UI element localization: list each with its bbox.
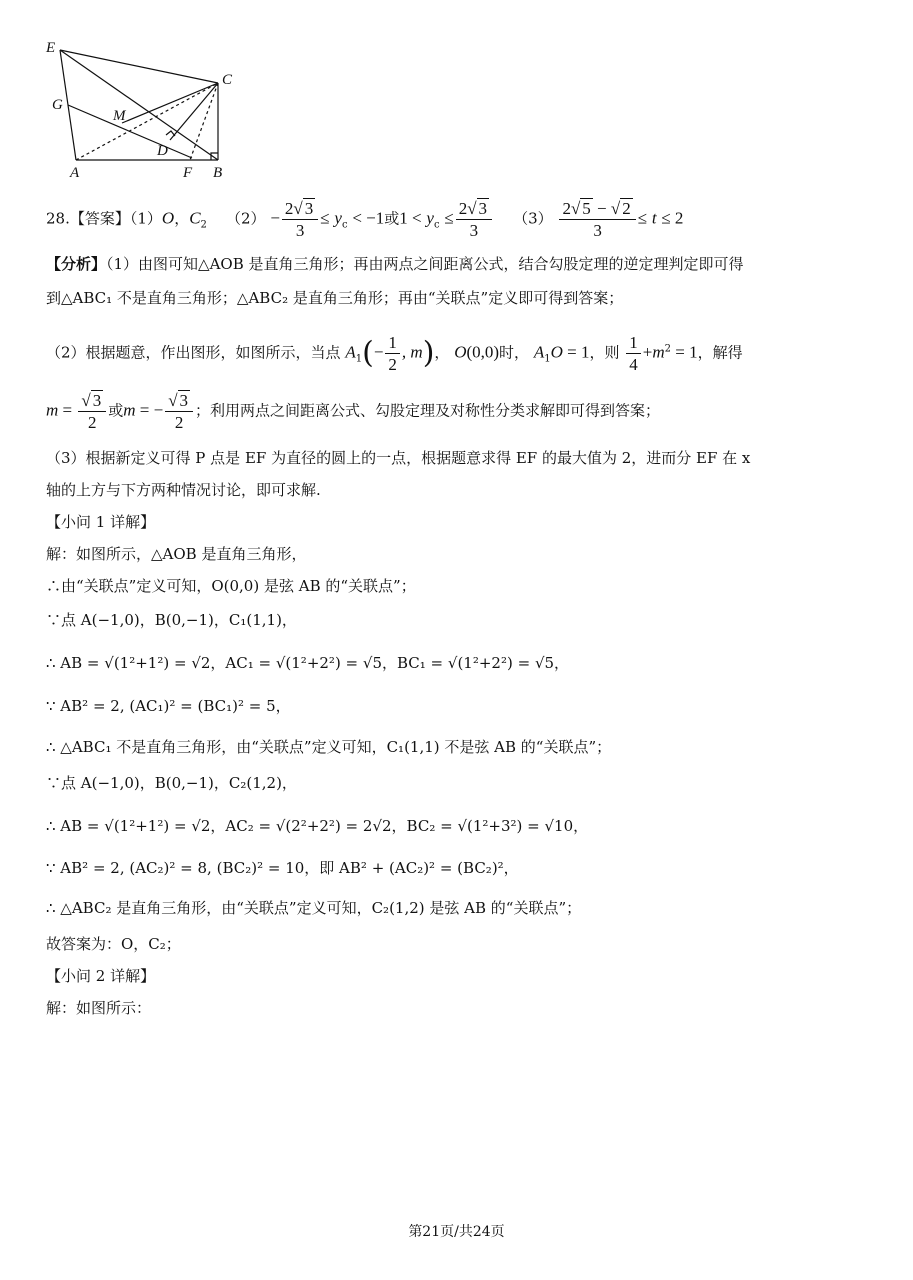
analysis-line-2: 到△ABC₁ 不是直角三角形；△ABC₂ 是直角三角形；再由“关联点”定义即可得到答案； xyxy=(46,289,624,307)
right-angle-mark-D xyxy=(166,131,175,136)
answer-line: 28.【答案】（1）O，$C_2$ （2） − $\frac{2√ 3}{3}$ ≤ $y_c < -1$或$1 < y_c$ ≤ $\frac{2√ 3}{3}$ （3） $\frac{2√ 5 - √ 2}{3}$ ≤ t ≤ 2 xyxy=(46,199,684,240)
q1-heading: 【小问 1 详解】 xyxy=(46,513,156,531)
geometry-figure xyxy=(40,38,250,183)
analysis-line-1: 【分析】（1）由图可知△AOB 是直角三角形；再由两点之间距离公式，结合勾股定理的逆定理判定即可得 xyxy=(46,255,744,273)
q2-step-1: 解：如图所示： xyxy=(46,999,152,1017)
analysis-line-6: 轴的上方与下方两种情况讨论，即可求解. xyxy=(46,481,321,499)
label-C: C xyxy=(222,72,233,88)
q1-step-2: ∴由“关联点”定义可知，O(0,0) 是弦 AB 的“关联点”； xyxy=(46,577,416,595)
q2-heading: 【小问 2 详解】 xyxy=(46,967,156,985)
analysis-line-3: （2）根据题意，作出图形，如图所示，当点 $A_1(-$ $\frac{1}{2}$ , m)， O(0,0)时， $A_1O = 1$，则 $\frac{1}{4}$ $+m^2 = 1$，解得 xyxy=(46,333,743,374)
frac-2root3-over-3: $\frac{2√ 3}{3}$ xyxy=(282,200,318,239)
dashed-CF xyxy=(190,83,218,160)
q1-step-11: 故答案为：O，C₂； xyxy=(46,935,181,953)
q1-step-4: ∴ AB = √(1²+1²) = √2，AC₁ = √(1²+2²) = √5，BC₁ = √(1²+2²) = √5， xyxy=(46,654,570,672)
dashed-AC xyxy=(76,83,218,160)
analysis-line-4: m = $\frac{√ 3}{2}$ 或m = − $\frac{√ 3}{2}$ ；利用两点之间距离公式、勾股定理及对称性分类求解即可得到答案； xyxy=(46,391,661,432)
label-B: B xyxy=(213,165,223,181)
q1-step-5: ∵ AB² = 2, (AC₁)² = (BC₁)² = 5， xyxy=(46,697,291,715)
q1-step-1: 解：如图所示，△AOB 是直角三角形， xyxy=(46,545,307,563)
label-M: M xyxy=(113,108,126,124)
page-footer: 第21页/共24页 xyxy=(408,1224,505,1240)
label-E: E xyxy=(46,40,56,56)
q1-step-10: ∴ △ABC₂ 是直角三角形，由“关联点”定义可知，C₂(1,2) 是弦 AB 的“关联点”； xyxy=(46,899,582,917)
analysis-line-5: （3）根据新定义可得 P 点是 EF 为直径的圆上的一点，根据题意求得 EF 的最大值为 2，进而分 EF 在 x xyxy=(46,449,751,467)
label-D: D xyxy=(157,143,168,159)
segment-CD xyxy=(170,83,218,140)
label-F: F xyxy=(183,165,193,181)
q1-step-3: ∵点 A(−1,0)，B(0,−1)，C₁(1,1)， xyxy=(46,611,297,629)
q1-step-6: ∴ △ABC₁ 不是直角三角形，由“关联点”定义可知，C₁(1,1) 不是弦 AB 的“关联点”； xyxy=(46,738,612,756)
label-G: G xyxy=(52,97,63,113)
q1-step-9: ∵ AB² = 2, (AC₂)² = 8, (BC₂)² = 10，即 AB² + (AC₂)² = (BC₂)²， xyxy=(46,859,519,877)
segment-GB xyxy=(68,105,192,158)
frac-root5-root2: $\frac{2√ 5 - √ 2}{3}$ xyxy=(559,200,635,239)
answer-prefix: 28.【答案】（1） xyxy=(46,209,162,228)
q1-step-8: ∴ AB = √(1²+1²) = √2，AC₂ = √(2²+2²) = 2√2，BC₂ = √(1²+3²) = √10， xyxy=(46,817,589,835)
label-A: A xyxy=(70,165,80,181)
q1-step-7: ∵点 A(−1,0)，B(0,−1)，C₂(1,2)， xyxy=(46,774,297,792)
